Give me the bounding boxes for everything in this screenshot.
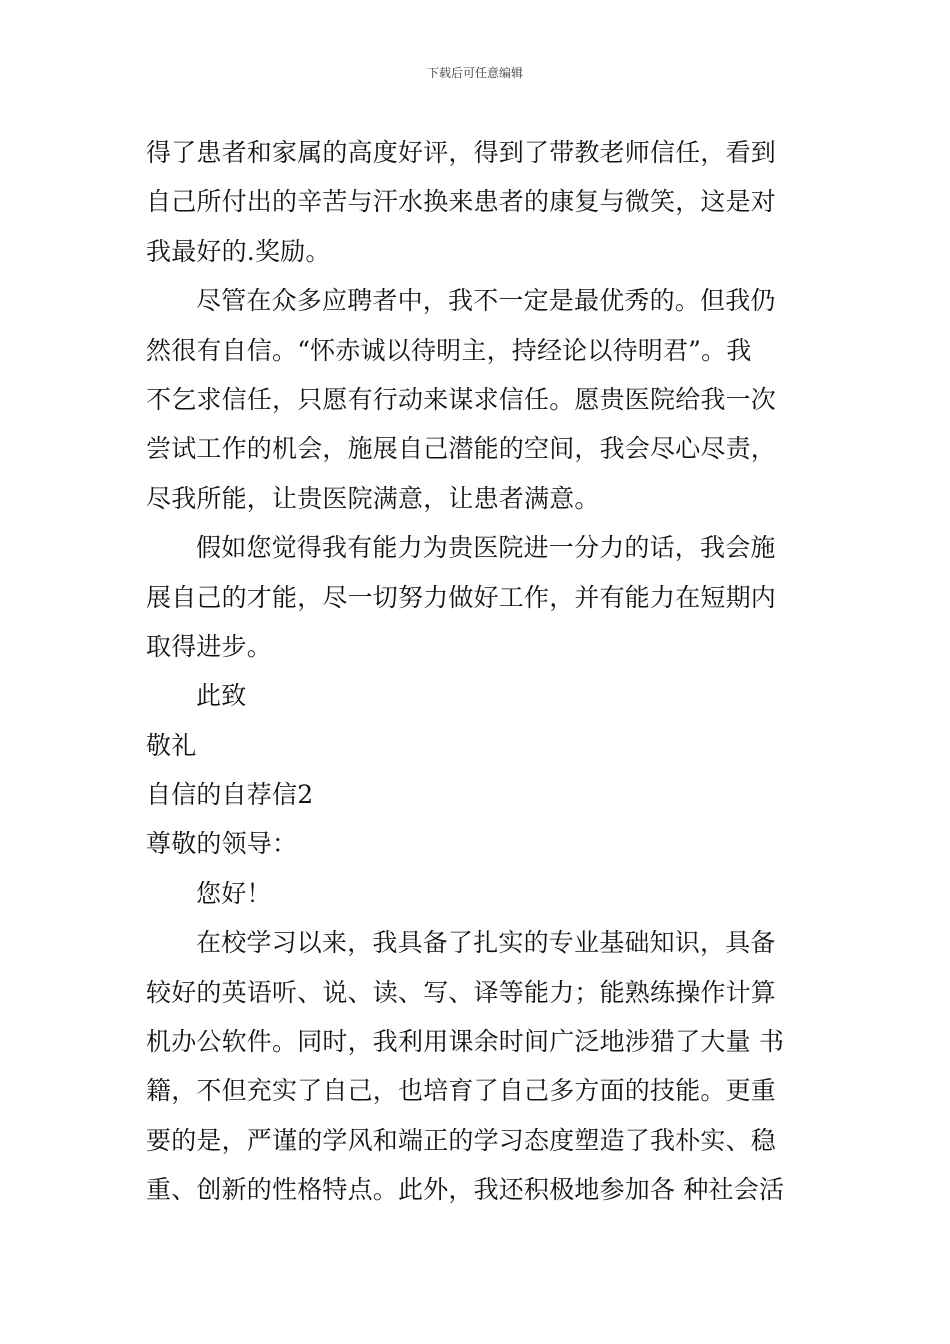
text-line: 在校学习以来，我具备了扎实的专业基础知识，具备 (196, 928, 776, 958)
letter-greeting: 尊敬的领导： (146, 829, 298, 859)
text-line: 籍，不但充实了自己，也培育了自己多方面的技能。更重 (146, 1076, 777, 1106)
page-header: 下载后可任意编辑 (426, 66, 523, 80)
letter-hello: 您好！ (196, 878, 272, 908)
text-line: 重、创新的性格特点。此外，我还积极地参加各 种社会活 (146, 1175, 785, 1205)
closing-regards: 敬礼 (146, 730, 197, 760)
text-line: 取得进步。 (146, 631, 273, 661)
text-line: 尽我所能，让贵医院满意，让患者满意。 (146, 483, 600, 513)
closing-salutation: 此致 (196, 681, 247, 711)
text-line: 尝试工作的机会，施展自己潜能的空间，我会尽心尽责， (146, 434, 777, 464)
text-line: 展自己的才能，尽一切努力做好工作，并有能力在短期内 (146, 582, 777, 612)
text-line: 假如您觉得我有能力为贵医院进一分力的话，我会施 (196, 533, 776, 563)
text-line: 机办公软件。同时，我利用课余时间广泛地涉猎了大量 书 (146, 1027, 785, 1057)
text-line: 要的是，严谨的学风和端正的学习态度塑造了我朴实、稳 (146, 1125, 777, 1155)
text-line: 较好的英语听、说、读、写、译等能力；能熟练操作计算 (146, 977, 777, 1007)
document-body (146, 128, 810, 1215)
text-line: 自己所付出的辛苦与汗水换来患者的康复与微笑，这是对 (146, 187, 777, 217)
text-line: 尽管在众多应聘者中，我不一定是最优秀的。但我仍 (196, 286, 776, 316)
text-line: 然很有自信。“怀赤诚以待明主，持经论以待明君”。我 (146, 335, 752, 365)
text-line: 得了患者和家属的高度好评，得到了带教老师信任，看到 (146, 138, 777, 167)
text-line: 我最好的.奖励。 (146, 236, 331, 266)
text-line: 不乞求信任，只愿有行动来谋求信任。愿贵医院给我一次 (146, 384, 777, 414)
section-title: 自信的自荐信2 (146, 780, 314, 810)
